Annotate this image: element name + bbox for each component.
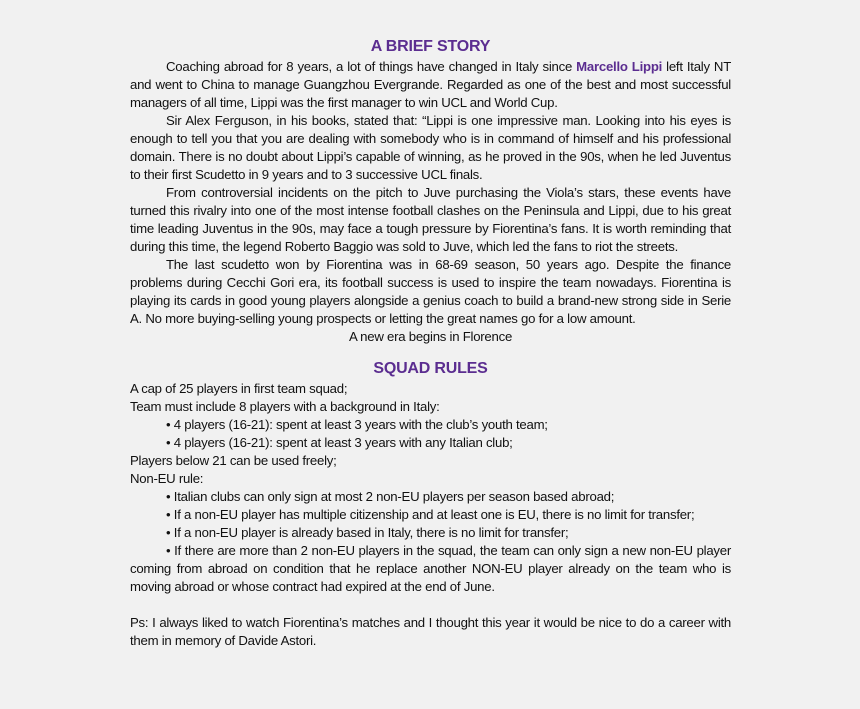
rule-bullet-based-in-italy: • If a non-EU player is already based in Italy, there is no limit for transfer;: [166, 525, 569, 540]
manager-name: Marcello Lippi: [576, 59, 663, 74]
rule-bullet-youth: • 4 players (16-21): spent at least 3 years with the club’s youth team;: [166, 417, 548, 432]
rule-bullet-non-eu-limit: • Italian clubs can only sign at most 2 non-EU players per season based abroad;: [166, 489, 615, 504]
story-heading: A BRIEF STORY: [370, 38, 491, 55]
rule-bullet-replacement: • If there are more than 2 non-EU players in the squad, the team can only sign a new non-EU player coming from abroad on condition that he replace another NON-EU player already on the team who is moving abroad or whose contract had expired at the end of June.: [130, 543, 731, 594]
rule-non-eu-heading: Non-EU rule:: [130, 471, 204, 486]
rule-squad-cap: A cap of 25 players in first team squad;: [130, 381, 348, 396]
rule-italy-background: Team must include 8 players with a background in Italy:: [130, 399, 440, 414]
postscript: Ps: I always liked to watch Fiorentina’s matches and I thought this year it would be nice to do a career with them in memory of Davide Astori.: [130, 615, 731, 648]
rule-bullet-italian-club: • 4 players (16-21): spent at least 3 years with any Italian club;: [166, 435, 513, 450]
ps-gap: [130, 596, 731, 614]
story-paragraph-1: [130, 58, 731, 112]
story-tagline: A new era begins in Florence: [348, 329, 513, 344]
story-p1-after: left Italy NT and went to China to manage Guangzhou Evergrande. Regarded as one of the best and most successful managers of all time, Lippi was the first manager to win UCL and World Cup.: [130, 59, 731, 110]
story-paragraph-2: Sir Alex Ferguson, in his books, stated that: “Lippi is one impressive man. Looking into his eyes is enough to tell you that you are dealing with somebody who is in command of himself and his professional domain. There is no doubt about Lippi’s capable of winning, as he proved in the 90s, when he led Juventus to their first Scudetto in 9 years and to 3 successive UCL finals.: [130, 113, 731, 182]
document-page: [130, 36, 731, 650]
rules-heading: SQUAD RULES: [373, 360, 488, 377]
story-paragraph-4: The last scudetto won by Fiorentina was in 68-69 season, 50 years ago. Despite the finance problems during Cecchi Gori era, its football success is used to inspire the team nowadays. Fiorentina is playing its cards in good young players alongside a genius coach to build a brand-new strong side in Serie A. No more buying-selling young prospects or letting the great names go for a low amount.: [130, 257, 731, 326]
story-paragraph-3: From controversial incidents on the pitch to Juve purchasing the Viola’s stars, these events have turned this rivalry into one of the most intense football clashes on the Peninsula and Lippi, due to his great time leading Juventus in the 90s, may face a tough pressure by Fiorentina’s fans. It is worth reminding that during this time, the legend Roberto Baggio was sold to Juve, which led the fans to riot the streets.: [130, 185, 731, 254]
story-p1-before: Coaching abroad for 8 years, a lot of things have changed in Italy since: [166, 59, 577, 74]
section-gap: [130, 346, 731, 358]
rule-bullet-multiple-citizenship: • If a non-EU player has multiple citizenship and at least one is EU, there is no limit for transfer;: [166, 507, 695, 522]
rule-under-21: Players below 21 can be used freely;: [130, 453, 337, 468]
